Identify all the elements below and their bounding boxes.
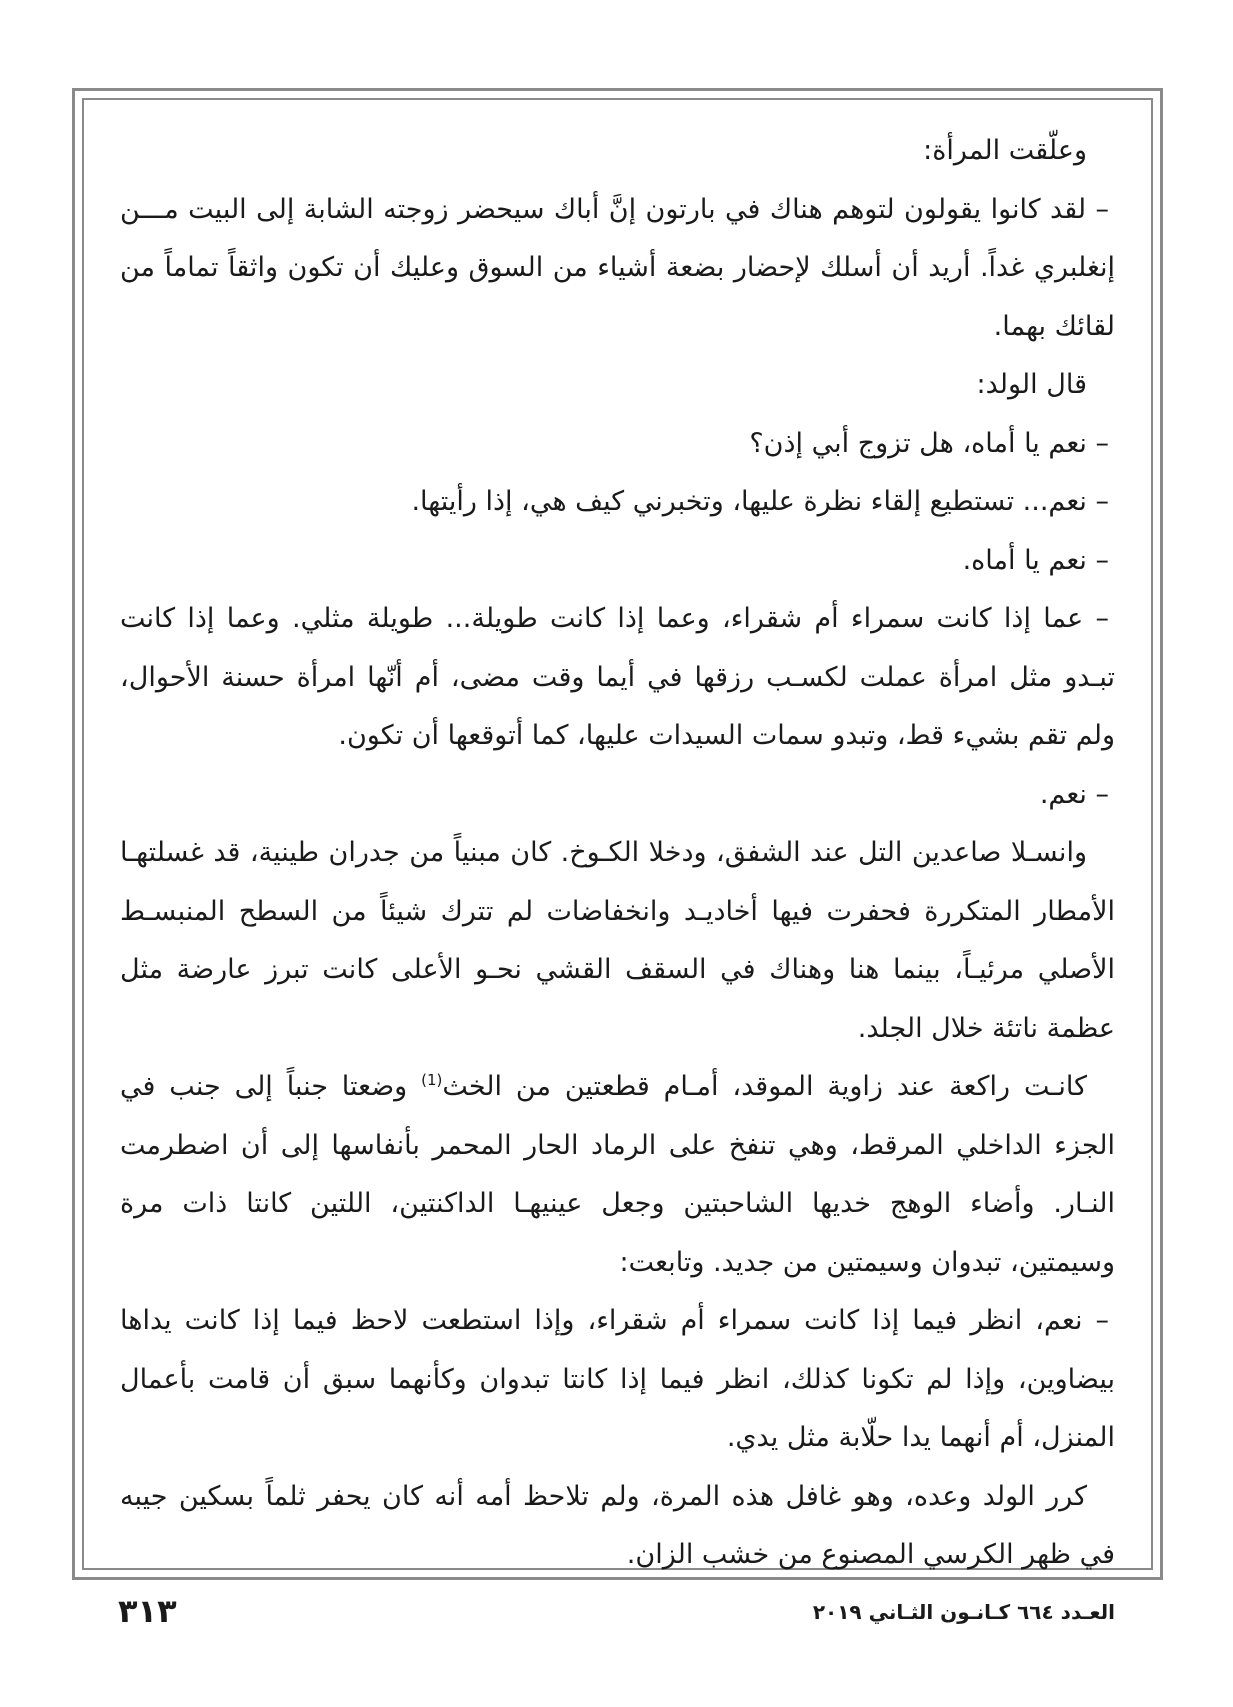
- paragraph: – نعم... تستطيع إلقاء نظرة عليها، وتخبرني كيف هي، إذا رأيتها.: [411, 486, 1109, 517]
- page-footer: [0, 1592, 1233, 1632]
- paragraph: – لقد كانوا يقولون لتوهم هناك في بارتون إنَّ أباك سيحضر زوجته الشابة إلى البيت مـــن إنغلبري غداً. أريد أن أسلك لإحضار بضعة أشياء من السوق وعليك أن تكون واثقاً تماماً من لقائك بهما.: [120, 193, 1115, 342]
- footnote-marker: (1): [421, 1071, 443, 1089]
- paragraph: وعلّقت المرأة:: [923, 135, 1087, 166]
- paragraph: – نعم يا أماه، هل تزوج أبي إذن؟: [749, 427, 1109, 459]
- paragraph-text: وضعتا جنباً إلى جنب في الجزء الداخلي المرقط، وهي تنفخ على الرماد الحار المحمر بأنفاسها إلى أن اضطرمت النـار. وأضاء الوهج خديها الشاحبتين وجعل عينيهـا الداكنتين، اللتين كانتا ذات مرة وسيمتين، تبدوان وسيمتين من جديد. وتابعت:: [120, 1071, 1115, 1278]
- paragraph: – نعم، انظر فيما إذا كانت سمراء أم شقراء، وإذا استطعت لاحظ فيما إذا كانت يداها بيضاوين، وإذا لم تكونا كذلك، انظر فيما إذا كانتا تبدوان وكأنهما سبق أن قامت بأعمال المنزل، أم أنهما يدا حلّابة مثل يدي.: [120, 1305, 1115, 1453]
- paragraph: كرر الولد وعده، وهو غافل هذه المرة، ولم تلاحظ أمه أنه كان يحفر ثلماً بسكين جيبه في ظهر الكرسي المصنوع من خشب الزان.: [120, 1480, 1115, 1570]
- issue-info: العـدد ٦٦٤ كـانـون الثـاني ٢٠١٩: [812, 1600, 1115, 1624]
- paragraph: – عما إذا كانت سمراء أم شقراء، وعما إذا كانت طويلة... طويلة مثلي. وعما إذا كانت تبـدو مثل امرأة عملت لكسـب رزقها في أيما وقت مضى، أم أنّها امرأة حسنة الأحوال، ولم تقم بشيء قط، وتبدو سمات السيدات عليها، كما أتوقعها أن تكون.: [120, 603, 1115, 751]
- paragraph: – نعم.: [1039, 778, 1109, 810]
- page-number: ٣١٣: [118, 1592, 177, 1630]
- article-body: [120, 122, 1115, 1585]
- paragraph: وانسـلا صاعدين التل عند الشفق، ودخلا الكـوخ. كان مبنياً من جدران طينية، قد غسلتهـا الأمطار المتكررة فحفرت فيها أخاديـد وانخفاضات لم تترك شيئاً من السطح المنبسـط الأصلي مرئيـاً، بينما هنا وهناك في السقف القشي نحـو الأعلى كانت تبرز عارضة مثل عظمة ناتئة خلال الجلد.: [120, 837, 1115, 1044]
- page-border-inner: [82, 98, 1153, 1570]
- paragraph-text: كانـت راكعة عند زاوية الموقد، أمـام قطعتين من الخث: [442, 1071, 1087, 1102]
- paragraph-with-footnote: [120, 1058, 1115, 1292]
- page-border: [72, 88, 1163, 1580]
- paragraph: قال الولد:: [976, 369, 1087, 400]
- paragraph: – نعم يا أماه.: [962, 544, 1109, 576]
